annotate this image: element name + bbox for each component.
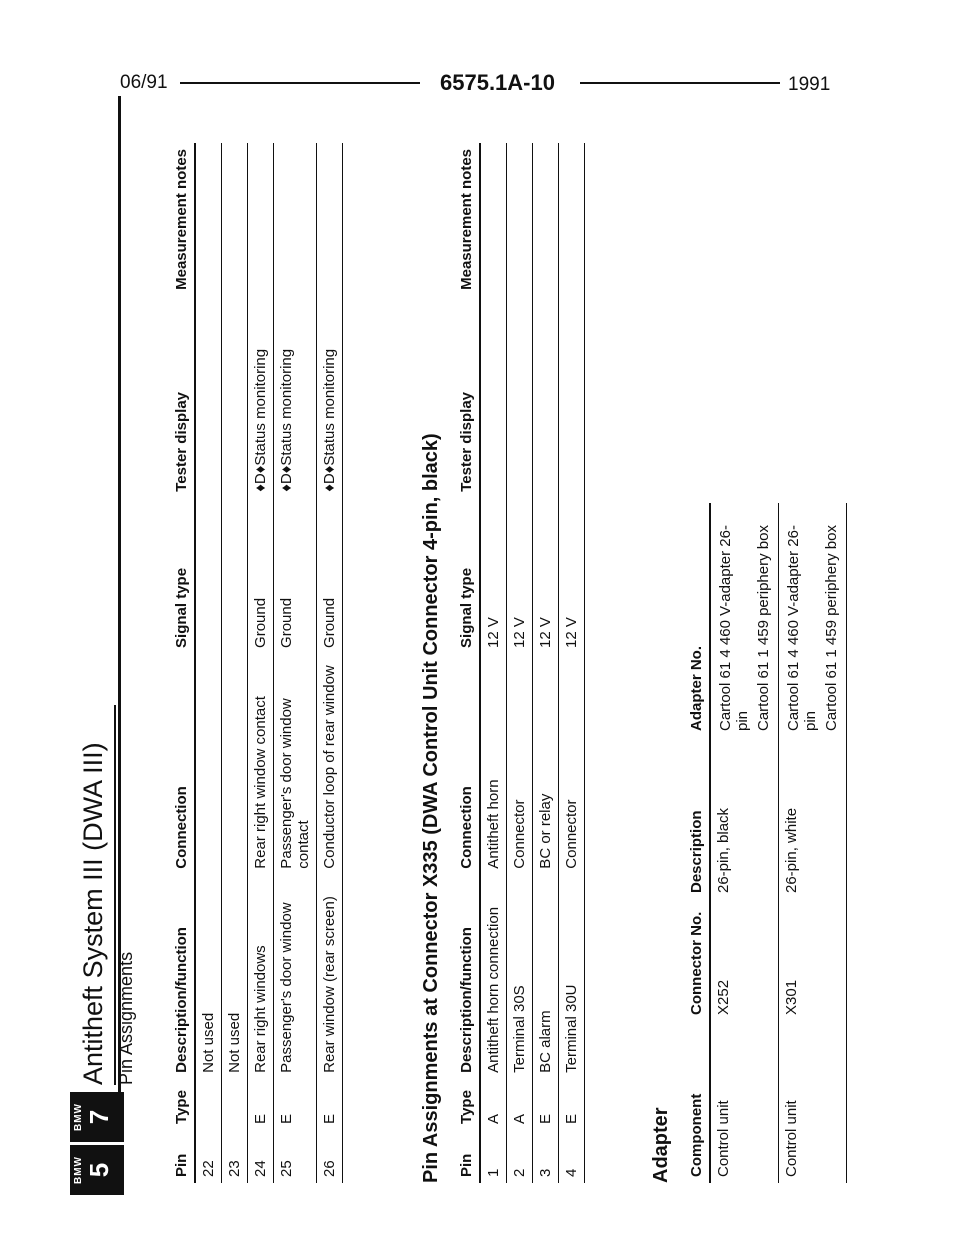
cell-tester-display: ♦D♦Status monitoring — [274, 296, 317, 498]
table-row — [507, 143, 533, 1183]
cell-signal-type: 12 V — [480, 498, 507, 654]
col-type: Type — [170, 1079, 195, 1130]
table-row — [710, 503, 779, 1183]
cell-pin: 4 — [559, 1130, 585, 1183]
cell-signal-type: 12 V — [507, 498, 533, 654]
header-year: 1991 — [788, 74, 831, 95]
col-pin: Pin — [170, 1130, 195, 1183]
cell-tester-display — [507, 296, 533, 498]
cell-description: Rear right windows — [248, 875, 274, 1079]
cell-description: Rear window (rear screen) — [317, 875, 343, 1079]
table-header-row — [685, 503, 710, 1183]
cell-tester-display — [195, 296, 222, 498]
cell-type: A — [507, 1079, 533, 1130]
cell-notes — [222, 143, 248, 296]
header-code: 6575.1A-10 — [440, 70, 555, 95]
table-row — [559, 143, 585, 1183]
cell-pin: 2 — [507, 1130, 533, 1183]
cell-type: E — [248, 1079, 274, 1130]
cell-connection: Conductor loop of rear window — [317, 654, 343, 875]
cell-connection: Passenger's door window contact — [274, 654, 317, 875]
cell-type — [195, 1079, 222, 1130]
cell-component: Control unit — [710, 1021, 779, 1183]
section-title-x335: Pin Assignments at Connector X335 (DWA Control Unit Connector 4-pin, black) — [420, 433, 442, 1183]
cell-description: Terminal 30S — [507, 875, 533, 1079]
cell-type: E — [274, 1079, 317, 1130]
pin-table-main — [170, 143, 343, 1183]
cell-notes — [559, 143, 585, 296]
cell-connection: Antitheft horn — [480, 654, 507, 875]
cell-signal-type: 12 V — [559, 498, 585, 654]
cell-description: Not used — [195, 875, 222, 1079]
adapter-line: Cartool 61 4 460 V-adapter 26-pin — [717, 525, 751, 731]
cell-adapter-no — [779, 503, 847, 737]
col-measurement-notes: Measurement notes — [455, 143, 480, 296]
cell-adapter-no — [710, 503, 779, 737]
adapter-title: Adapter — [650, 1107, 672, 1183]
adapter-table — [685, 503, 847, 1183]
table-row — [779, 503, 847, 1183]
cell-connection: Rear right window contact — [248, 654, 274, 875]
cell-connector-no: X301 — [779, 899, 847, 1021]
cell-pin: 3 — [533, 1130, 559, 1183]
col-pin: Pin — [455, 1130, 480, 1183]
cell-notes — [533, 143, 559, 296]
cell-tester-display: ♦D♦Status monitoring — [317, 296, 343, 498]
col-tester-display: Tester display — [455, 296, 480, 498]
col-connection: Connection — [455, 654, 480, 875]
col-connector-no: Connector No. — [685, 899, 710, 1021]
cell-connector-no: X252 — [710, 899, 779, 1021]
cell-pin: 23 — [222, 1130, 248, 1183]
adapter-line: Cartool 61 1 459 periphery box — [755, 525, 772, 731]
adapter-line: Cartool 61 1 459 periphery box — [823, 525, 840, 731]
cell-description: Passenger's door window — [274, 875, 317, 1079]
bmw-logo — [70, 1092, 124, 1195]
cell-connection: Connector — [507, 654, 533, 875]
table-header-row — [170, 143, 195, 1183]
cell-type: E — [559, 1079, 585, 1130]
document-subtitle: Pin Assignments — [116, 951, 136, 1085]
col-description: Description/function — [455, 875, 480, 1079]
table-row — [195, 143, 222, 1183]
cell-description: 26-pin, white — [779, 737, 847, 899]
cell-notes — [248, 143, 274, 296]
col-type: Type — [455, 1079, 480, 1130]
col-adapter-no: Adapter No. — [685, 503, 710, 737]
cell-notes — [480, 143, 507, 296]
cell-signal-type: Ground — [274, 498, 317, 654]
col-measurement-notes: Measurement notes — [170, 143, 195, 296]
cell-description: 26-pin, black — [710, 737, 779, 899]
page-header — [120, 68, 840, 98]
table-row — [480, 143, 507, 1183]
col-signal-type: Signal type — [170, 498, 195, 654]
table-row — [248, 143, 274, 1183]
cell-type — [222, 1079, 248, 1130]
table-row — [274, 143, 317, 1183]
col-description: Description/function — [170, 875, 195, 1079]
bmw-badge-5: BMW 5 — [70, 1145, 124, 1195]
cell-connection: Connector — [559, 654, 585, 875]
cell-pin: 26 — [317, 1130, 343, 1183]
table-row — [533, 143, 559, 1183]
cell-pin: 1 — [480, 1130, 507, 1183]
col-component: Component — [685, 1021, 710, 1183]
cell-signal-type: Ground — [317, 498, 343, 654]
cell-signal-type: 12 V — [533, 498, 559, 654]
cell-tester-display — [480, 296, 507, 498]
cell-tester-display — [222, 296, 248, 498]
cell-type: E — [317, 1079, 343, 1130]
table-header-row — [455, 143, 480, 1183]
cell-type: A — [480, 1079, 507, 1130]
cell-connection: BC or relay — [533, 654, 559, 875]
cell-connection — [222, 654, 248, 875]
cell-pin: 22 — [195, 1130, 222, 1183]
rotated-sheet — [70, 135, 840, 1195]
col-signal-type: Signal type — [455, 498, 480, 654]
cell-notes — [195, 143, 222, 296]
cell-description: Terminal 30U — [559, 875, 585, 1079]
cell-type: E — [533, 1079, 559, 1130]
cell-description: Antitheft horn connection — [480, 875, 507, 1079]
cell-pin: 25 — [274, 1130, 317, 1183]
cell-connection — [195, 654, 222, 875]
table-row — [317, 143, 343, 1183]
table-row — [222, 143, 248, 1183]
header-date: 06/91 — [120, 72, 168, 93]
cell-signal-type: Ground — [248, 498, 274, 654]
cell-notes — [317, 143, 343, 296]
cell-notes — [507, 143, 533, 296]
col-connection: Connection — [170, 654, 195, 875]
cell-tester-display — [559, 296, 585, 498]
cell-tester-display — [533, 296, 559, 498]
cell-description: BC alarm — [533, 875, 559, 1079]
cell-signal-type — [222, 498, 248, 654]
col-tester-display: Tester display — [170, 296, 195, 498]
header-rule-right — [580, 82, 780, 84]
pin-table-x335 — [455, 143, 585, 1183]
cell-pin: 24 — [248, 1130, 274, 1183]
cell-signal-type — [195, 498, 222, 654]
header-rule-left — [180, 82, 420, 84]
adapter-line: Cartool 61 4 460 V-adapter 26-pin — [785, 525, 819, 731]
col-description: Description — [685, 737, 710, 899]
cell-component: Control unit — [779, 1021, 847, 1183]
document-title: Antitheft System III (DWA III) — [78, 742, 108, 1085]
bmw-badge-7: BMW 7 — [70, 1092, 124, 1142]
cell-description: Not used — [222, 875, 248, 1079]
cell-tester-display: ♦D♦Status monitoring — [248, 296, 274, 498]
cell-notes — [274, 143, 317, 296]
